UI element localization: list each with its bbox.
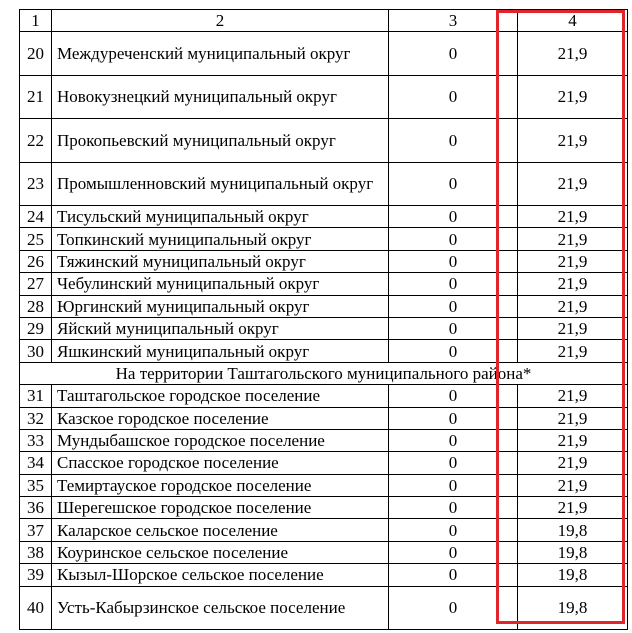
section-row [20, 362, 628, 384]
row-column-3-value: 0 [389, 385, 518, 407]
table-body [20, 10, 628, 630]
row-number: 39 [20, 564, 52, 586]
data-table [19, 9, 628, 630]
row-column-4-value: 19,8 [518, 564, 628, 586]
table-row [20, 206, 628, 228]
row-number: 37 [20, 519, 52, 541]
row-name: Тисульский муниципальный округ [52, 206, 389, 228]
table-row [20, 295, 628, 317]
table-row [20, 317, 628, 339]
table-row [20, 564, 628, 586]
row-name: Топкинский муниципальный округ [52, 228, 389, 250]
row-column-4-value: 21,9 [518, 228, 628, 250]
row-column-3-value: 0 [389, 250, 518, 272]
row-column-3-value: 0 [389, 162, 518, 206]
section-title: На территории Таштагольского муниципального района* [20, 362, 628, 384]
row-column-4-value: 19,8 [518, 586, 628, 630]
row-number: 34 [20, 452, 52, 474]
row-number: 28 [20, 295, 52, 317]
table-row [20, 273, 628, 295]
row-column-4-value: 21,9 [518, 162, 628, 206]
row-column-4-value: 21,9 [518, 295, 628, 317]
row-column-4-value: 21,9 [518, 385, 628, 407]
table-row [20, 586, 628, 630]
row-name: Междуреченский муниципальный округ [52, 32, 389, 76]
row-column-3-value: 0 [389, 429, 518, 451]
row-name: Яйский муниципальный округ [52, 317, 389, 339]
row-column-4-value: 21,9 [518, 340, 628, 362]
header-row [20, 10, 628, 32]
row-name: Новокузнецкий муниципальный округ [52, 75, 389, 119]
row-column-3-value: 0 [389, 32, 518, 76]
table-row [20, 162, 628, 206]
row-name: Тяжинский муниципальный округ [52, 250, 389, 272]
row-number: 26 [20, 250, 52, 272]
row-column-3-value: 0 [389, 541, 518, 563]
row-name: Мундыбашское городское поселение [52, 429, 389, 451]
table-row [20, 385, 628, 407]
table-row [20, 541, 628, 563]
row-name: Чебулинский муниципальный округ [52, 273, 389, 295]
row-column-3-value: 0 [389, 407, 518, 429]
row-column-4-value: 21,9 [518, 75, 628, 119]
row-name: Казское городское поселение [52, 407, 389, 429]
row-column-3-value: 0 [389, 75, 518, 119]
row-column-3-value: 0 [389, 340, 518, 362]
header-cell-3: 3 [389, 10, 518, 32]
row-number: 29 [20, 317, 52, 339]
row-name: Кызыл-Шорское сельское поселение [52, 564, 389, 586]
row-column-3-value: 0 [389, 474, 518, 496]
row-name: Усть-Кабырзинское сельское поселение [52, 586, 389, 630]
row-number: 31 [20, 385, 52, 407]
row-name: Спасское городское поселение [52, 452, 389, 474]
row-column-4-value: 21,9 [518, 206, 628, 228]
row-name: Темиртауское городское поселение [52, 474, 389, 496]
row-number: 22 [20, 119, 52, 163]
row-column-4-value: 21,9 [518, 317, 628, 339]
row-name: Таштагольское городское поселение [52, 385, 389, 407]
row-column-4-value: 21,9 [518, 407, 628, 429]
table-row [20, 429, 628, 451]
row-column-4-value: 21,9 [518, 452, 628, 474]
row-number: 36 [20, 497, 52, 519]
row-number: 23 [20, 162, 52, 206]
row-name: Коуринское сельское поселение [52, 541, 389, 563]
row-column-4-value: 19,8 [518, 541, 628, 563]
row-number: 25 [20, 228, 52, 250]
row-column-4-value: 21,9 [518, 119, 628, 163]
row-column-4-value: 21,9 [518, 474, 628, 496]
table-row [20, 497, 628, 519]
row-column-3-value: 0 [389, 295, 518, 317]
table-row [20, 452, 628, 474]
row-column-4-value: 21,9 [518, 429, 628, 451]
row-column-3-value: 0 [389, 586, 518, 630]
row-column-4-value: 21,9 [518, 32, 628, 76]
row-number: 35 [20, 474, 52, 496]
row-column-3-value: 0 [389, 228, 518, 250]
row-column-3-value: 0 [389, 497, 518, 519]
row-name: Каларское сельское поселение [52, 519, 389, 541]
table-row [20, 119, 628, 163]
table-row [20, 474, 628, 496]
table-row [20, 228, 628, 250]
row-column-3-value: 0 [389, 519, 518, 541]
table-row [20, 75, 628, 119]
row-column-4-value: 21,9 [518, 250, 628, 272]
row-column-3-value: 0 [389, 317, 518, 339]
header-cell-4: 4 [518, 10, 628, 32]
row-number: 32 [20, 407, 52, 429]
table-row [20, 407, 628, 429]
row-column-3-value: 0 [389, 119, 518, 163]
row-column-3-value: 0 [389, 273, 518, 295]
row-column-3-value: 0 [389, 564, 518, 586]
row-column-3-value: 0 [389, 452, 518, 474]
row-number: 33 [20, 429, 52, 451]
row-number: 21 [20, 75, 52, 119]
row-number: 20 [20, 32, 52, 76]
row-number: 40 [20, 586, 52, 630]
row-number: 30 [20, 340, 52, 362]
table-row [20, 250, 628, 272]
row-name: Яшкинский муниципальный округ [52, 340, 389, 362]
row-column-4-value: 19,8 [518, 519, 628, 541]
document-page [19, 9, 628, 630]
row-name: Промышленновский муниципальный округ [52, 162, 389, 206]
table-row [20, 340, 628, 362]
header-cell-1: 1 [20, 10, 52, 32]
header-cell-2: 2 [52, 10, 389, 32]
row-number: 27 [20, 273, 52, 295]
row-number: 38 [20, 541, 52, 563]
row-column-4-value: 21,9 [518, 273, 628, 295]
row-column-3-value: 0 [389, 206, 518, 228]
table-row [20, 32, 628, 76]
row-name: Шерегешское городское поселение [52, 497, 389, 519]
row-column-4-value: 21,9 [518, 497, 628, 519]
row-name: Прокопьевский муниципальный округ [52, 119, 389, 163]
table-row [20, 519, 628, 541]
row-name: Юргинский муниципальный округ [52, 295, 389, 317]
row-number: 24 [20, 206, 52, 228]
